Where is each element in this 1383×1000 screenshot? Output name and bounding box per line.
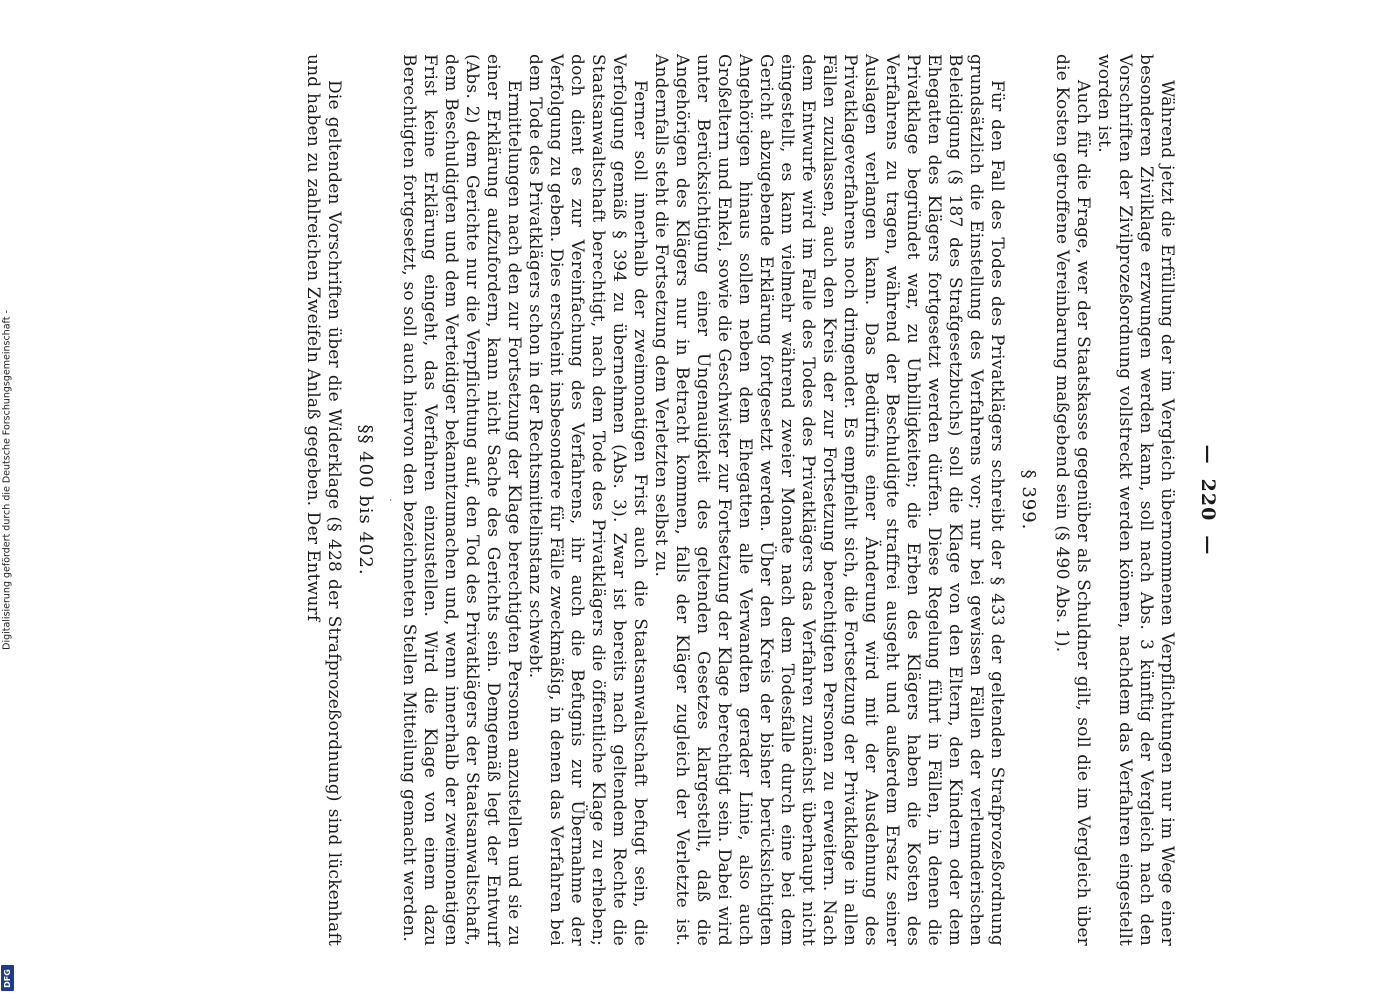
section-heading-399: § 399. [1018,469,1039,531]
attribution-strip [0,0,14,1000]
paragraph: Ermittelungen nach den zur Fortsetzung der Klage berechtigten Personen anzustellen und sie zu einer Erklärung aufzufordern, kann nicht Sache des Gerichts sein. Demgemäß legt der Entwurf (Abs. 2) dem Gerichte nur die Verpflichtung auf, den Tod des Privatklägers der Staatsanwaltschaft, dem Beschuldigten und dem Verteidiger bekanntzumachen und, wenn innerhalb der zweimonatigen Frist keine Erklärung eingeht, das Verfahren einzustellen. Wird die Klage von einem dazu Berechtigten fortgesetzt, so soll auch hiervon den bezeichneten Stellen Mitteilung gemacht werden. [399,54,524,946]
paragraph: Auch für die Frage, wer der Staatskasse gegenüber als Schuldner gilt, soll die im Vergleich über die Kosten getroffene Vereinbarung maßgebend sein (§ 490 Abs. 1). [1052,54,1093,946]
paragraph: Die geltenden Vorschriften über die Widerklage (§ 428 der Strafprozeßordnung) sind lückenhaft und haben zu zahlreichen Zweifeln Anlaß gegeben. Der Entwurf [303,54,344,946]
header-dash-right: — [1197,535,1219,556]
paragraph: Ferner soll innerhalb der zweimonatigen Frist auch die Staatsanwaltschaft befugt sein, die Verfolgung gemäß § 394 zu übernehmen (Abs. 3). Zwar ist bereits nach geltendem Rechte die Staatsanwaltschaft berechtigt, nach dem Tode des Privatklägers die öffentliche Klage zu erheben; doch dient es zur Vereinfachung des Verfahrens, ihr auch die Befugnis zur Übernahme der Verfolgung zu geben. Dies erscheint insbesondere für Fälle zweckmäßig, in denen das Verfahren bei dem Tode des Privatklägers schon in der Rechtsmittelinstanz schwebt. [525,54,650,946]
section-heading-400-402: §§ 400 bis 402. [355,424,376,576]
document-page [161,50,1221,950]
paragraph: Für den Fall des Todes des Privatklägers schreibt der § 433 der geltenden Strafprozeßordnung grundsätzlich die Einstellung des Verfahrens vor; nur bei gewissen Fällen der verleumderischen Beleidigung (§ 187 des Strafgesetzbuchs) soll die Klage von den Eltern, den Kindern oder dem Ehegatten des Klägers fortgesetzt werden dürfen. Diese Regelung führt in Fällen, in denen die Privatklage begründet war, zu Unbilligkeiten; die Erben des Klägers haben die Kosten des Verfahrens zu tragen, während der Beschuldigte straffrei ausgeht und außerdem Ersatz seiner Auslagen verlangen kann. Das Bedürfnis einer Änderung wird mit der Ausdehnung des Privatklageverfahrens noch dringender. Es empfiehlt sich, die Fortsetzung der Privatklage in allen Fällen zuzulassen, auch den Kreis der zur Fortsetzung berechtigten Personen zu erweitern. Nach dem Entwurfe wird im Falle des Todes des Privatklägers das Verfahren zunächst überhaupt nicht eingestellt, es kann vielmehr während zweier Monate nach dem Todesfalle durch eine bei dem Gericht abzugebende Erklärung fortgesetzt werden. Über den Kreis der bisher berücksichtigten Angehörigen hinaus sollen neben dem Ehegatten alle Verwandten gerader Linie, also auch Großeltern und Enkel, sowie die Geschwister zur Fortsetzung der Klage berechtigt sein. Dabei wird unter Berücksichtigung einer Ungenauigkeit des geltenden Gesetzes klargestellt, daß die Angehörigen des Klägers nur in Betracht kommen, falls der Kläger zugleich der Verletzte ist. Andernfalls steht die Fortsetzung dem Verletzten selbst zu. [651,54,1007,946]
header-dash-left: — [1197,444,1219,465]
separator-dot: . [387,498,398,502]
attribution-text: Digitalisierung gefördert durch die Deutsche Forschungsgemeinschaft - [1,310,13,650]
dfg-logo-text: DFG [3,968,13,988]
dfg-logo [1,965,14,991]
page-number: 220 [1197,478,1219,522]
page-header [1195,54,1221,946]
paragraph: Während jetzt die Erfüllung der im Vergleich übernommenen Verpflichtungen nur im Wege einer besonderen Zivilklage erzwungen werden kann, soll nach Abs. 3 künftig der Vergleich nach den Vorschriften der Zivilprozeßordnung vollstreckt werden können, nachdem das Verfahren eingestellt worden ist. [1094,54,1177,946]
